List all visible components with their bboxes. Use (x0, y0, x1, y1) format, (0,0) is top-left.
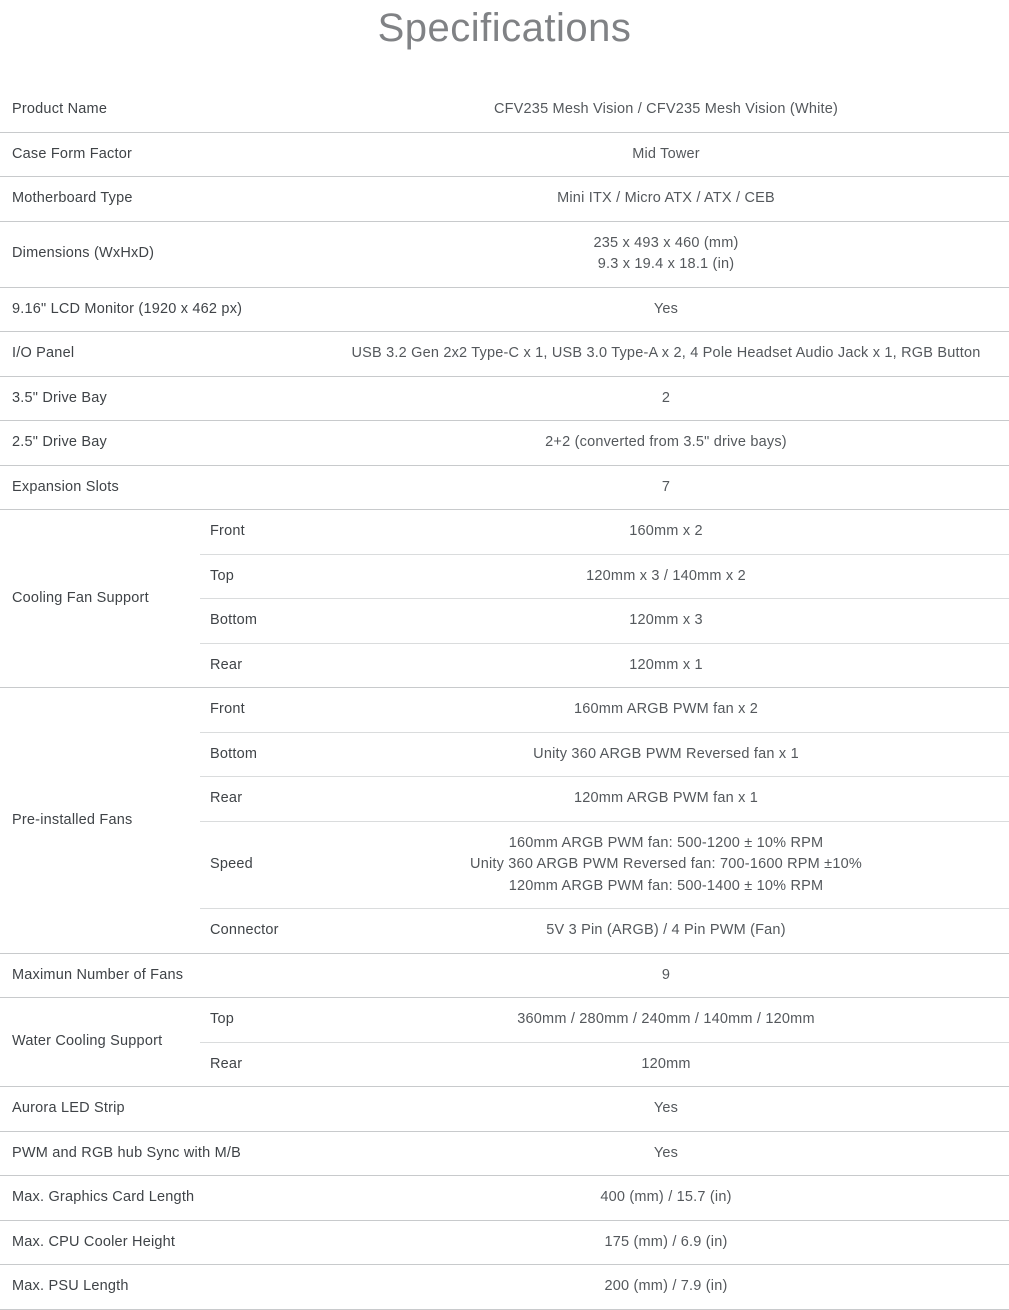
spec-row (0, 288, 1009, 333)
spec-sublabel: Rear (210, 656, 243, 673)
spec-value-line: 9 (661, 966, 671, 983)
spec-value-line: Yes (653, 300, 679, 317)
spec-value (323, 1132, 1009, 1176)
spec-value-line: 160mm ARGB PWM fan: 500-1200 ± 10% RPM (508, 834, 824, 851)
spec-subrow (200, 1042, 1009, 1087)
spec-value (323, 88, 1009, 132)
spec-row (0, 1221, 1009, 1266)
spec-value (323, 555, 1009, 599)
spec-sublabel: Rear (210, 1055, 243, 1072)
spec-sublabel: Bottom (210, 612, 258, 628)
spec-value (323, 954, 1009, 998)
spec-row (0, 1087, 1009, 1132)
spec-subrows (200, 998, 1009, 1086)
spec-value (323, 777, 1009, 821)
spec-value-line: 400 (mm) / 15.7 (in) (600, 1189, 732, 1205)
spec-value (323, 1176, 1009, 1220)
spec-value (323, 1265, 1009, 1309)
spec-value (323, 288, 1009, 332)
spec-subrow (200, 732, 1009, 777)
spec-value (323, 599, 1009, 643)
spec-value (323, 421, 1009, 465)
spec-label: 9.16" LCD Monitor (1920 x 462 px) (12, 300, 243, 317)
spec-subrow (200, 688, 1009, 732)
spec-value (323, 688, 1009, 732)
page-title: Specifications (377, 6, 632, 50)
spec-value-line: 160mm ARGB PWM fan x 2 (573, 701, 759, 717)
spec-value-line: USB 3.2 Gen 2x2 Type-C x 1, USB 3.0 Type-A x 2, 4 Pole Headset Audio Jack x 1, RGB Button (351, 345, 981, 361)
spec-value-line: Unity 360 ARGB PWM Reversed fan: 700-1600 RPM ±10% (470, 856, 862, 872)
spec-value-line: Unity 360 ARGB PWM Reversed fan x 1 (533, 745, 799, 762)
spec-sublabel: Front (210, 523, 245, 539)
spec-label: Motherboard Type (12, 190, 133, 206)
spec-value (323, 177, 1009, 221)
spec-subrow (200, 776, 1009, 821)
spec-sublabel: Top (210, 1011, 234, 1027)
spec-label: 3.5" Drive Bay (12, 389, 107, 406)
spec-sublabel: Bottom (210, 745, 258, 762)
spec-subrow (200, 554, 1009, 599)
spec-value (323, 332, 1009, 376)
spec-value (323, 510, 1009, 554)
spec-row (0, 998, 1009, 1087)
spec-value (323, 822, 1009, 909)
spec-label: Maximun Number of Fans (12, 966, 184, 983)
spec-row (0, 688, 1009, 954)
spec-subrow (200, 598, 1009, 643)
spec-value-line: 9.3 x 19.4 x 18.1 (in) (597, 256, 735, 272)
spec-value-line: 235 x 493 x 460 (mm) (593, 234, 739, 251)
spec-row (0, 466, 1009, 511)
spec-row (0, 1265, 1009, 1310)
spec-row (0, 421, 1009, 466)
spec-value (323, 222, 1009, 287)
spec-value-line: 360mm / 280mm / 240mm / 140mm / 120mm (517, 1011, 815, 1027)
spec-subrows (200, 510, 1009, 687)
spec-value-line: Yes (653, 1144, 679, 1161)
spec-value (323, 909, 1009, 953)
spec-label: Max. CPU Cooler Height (12, 1233, 176, 1250)
spec-value-line: CFV235 Mesh Vision / CFV235 Mesh Vision (White) (493, 101, 839, 117)
spec-value-line: 120mm ARGB PWM fan: 500-1400 ± 10% RPM (508, 877, 824, 894)
spec-value-line: 175 (mm) / 6.9 (in) (604, 1233, 728, 1250)
spec-label: Aurora LED Strip (12, 1100, 125, 1116)
spec-value (323, 1043, 1009, 1087)
spec-label: Expansion Slots (12, 478, 119, 495)
spec-sublabel: Rear (210, 790, 243, 806)
spec-value (323, 377, 1009, 421)
spec-sublabel: Top (210, 567, 234, 584)
spec-value (323, 733, 1009, 777)
spec-value-line: Yes (653, 1100, 679, 1116)
spec-value-line: 120mm x 3 / 140mm x 2 (586, 567, 746, 584)
spec-value-line: 7 (661, 478, 671, 495)
spec-label: Case Form Factor (12, 145, 133, 162)
spec-subrow (200, 821, 1009, 909)
spec-value-line: 2 (661, 389, 671, 406)
spec-value-line: 5V 3 Pin (ARGB) / 4 Pin PWM (Fan) (546, 922, 786, 938)
spec-value-line: 160mm x 2 (629, 523, 703, 539)
spec-sublabel: Connector (210, 922, 279, 938)
spec-subrow (200, 510, 1009, 554)
spec-row (0, 377, 1009, 422)
spec-subrow (200, 643, 1009, 688)
spec-value-line: 200 (mm) / 7.9 (in) (604, 1278, 728, 1294)
spec-subrows (200, 688, 1009, 953)
spec-section-label: Water Cooling Support (12, 1033, 163, 1050)
spec-sublabel: Front (210, 701, 245, 717)
spec-row (0, 1132, 1009, 1177)
spec-row (0, 133, 1009, 178)
spec-label: PWM and RGB hub Sync with M/B (12, 1144, 242, 1161)
spec-value-line: Mini ITX / Micro ATX / ATX / CEB (557, 190, 775, 206)
spec-row (0, 954, 1009, 999)
spec-value-line: 120mm ARGB PWM fan x 1 (573, 790, 759, 806)
spec-label: Dimensions (WxHxD) (12, 245, 155, 262)
spec-value (323, 466, 1009, 510)
spec-label: I/O Panel (12, 345, 75, 361)
spec-value-line: 120mm x 1 (629, 656, 703, 673)
spec-value (323, 644, 1009, 688)
spec-sublabel: Speed (210, 856, 253, 872)
specifications-table (0, 88, 1009, 1310)
spec-value (323, 133, 1009, 177)
spec-label: Product Name (12, 101, 108, 117)
spec-subrow (200, 908, 1009, 953)
spec-value (323, 998, 1009, 1042)
spec-label: 2.5" Drive Bay (12, 434, 107, 450)
spec-row (0, 88, 1009, 133)
spec-row (0, 1176, 1009, 1221)
spec-label: Max. PSU Length (12, 1278, 129, 1294)
spec-section-label: Cooling Fan Support (12, 589, 149, 606)
spec-label: Max. Graphics Card Length (12, 1189, 195, 1205)
spec-value-line: 120mm x 3 (629, 612, 703, 628)
spec-value (323, 1087, 1009, 1131)
spec-row (0, 177, 1009, 222)
spec-value-line: 120mm (641, 1055, 691, 1072)
spec-value-line: Mid Tower (632, 145, 700, 162)
spec-section-label: Pre-installed Fans (12, 811, 133, 828)
spec-subrow (200, 998, 1009, 1042)
spec-row (0, 222, 1009, 288)
spec-row (0, 332, 1009, 377)
spec-value (323, 1221, 1009, 1265)
spec-value-line: 2+2 (converted from 3.5" drive bays) (545, 434, 787, 450)
spec-row (0, 510, 1009, 688)
